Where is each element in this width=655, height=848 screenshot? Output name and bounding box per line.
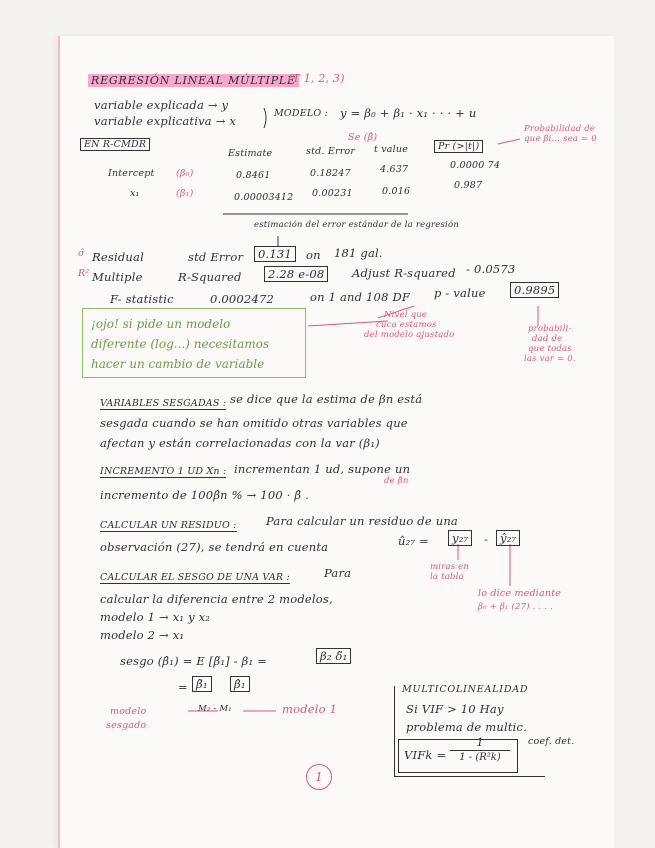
- row-x1-std-error: 0.00231: [312, 188, 353, 199]
- residual-note-fit-2: β₀ + β₁ (27) . . . .: [478, 602, 553, 612]
- biased-model-label-2: sesgado: [106, 720, 147, 731]
- model-equation: y = β₀ + β₁ · x₁ · · · + u: [340, 106, 477, 120]
- vif-numerator: 1: [476, 736, 484, 749]
- residual-note: estimación del error estándar de la regresión: [254, 220, 459, 230]
- aicc-note-1: Nivel que: [384, 310, 428, 320]
- biased-vars-line-3: afectan y están correlacionadas con la var (β₁): [100, 436, 380, 450]
- bias-model-1: modelo 1 → x₁ y x₂: [100, 610, 211, 624]
- bias-model-difference: M₂ - M₁: [198, 704, 232, 714]
- residual-equation: û₂₇ =: [398, 534, 429, 548]
- row-intercept-std-error: 0.18247: [310, 168, 351, 179]
- header-t-value: t value: [374, 144, 409, 155]
- multicollinearity-line-1: Si VIF > 10 Hay: [406, 702, 504, 716]
- prob-note-2: dad de: [532, 334, 563, 344]
- biased-vars-title: VARIABLES SESGADAS :: [100, 398, 227, 409]
- bias-equation: sesgo (β̂₁) = E [β̃₁] - β₁ =: [120, 654, 267, 668]
- increment-title: INCREMENTO 1 UD Xn :: [100, 466, 227, 477]
- bias-title: CALCULAR EL SESGO DE UNA VAR :: [100, 572, 290, 583]
- rcmdr-label: EN R-CMDR: [80, 138, 150, 151]
- residual-mid: std Error: [188, 250, 244, 264]
- prob-note-3: que todas: [528, 344, 572, 354]
- increment-line-1: incrementan 1 ud, supone un: [234, 462, 411, 476]
- header-std-error: std. Error: [306, 146, 356, 157]
- multicollinearity-title: MULTICOLINEALIDAD: [402, 684, 529, 695]
- r2-label: R-Squared: [178, 270, 242, 284]
- residual-note-table-1: miras en: [430, 562, 470, 572]
- residual-note-table-2: la tabla: [430, 572, 464, 582]
- residual-observed: y₂₇: [448, 530, 472, 546]
- prob-note-1: probabili-: [528, 324, 572, 334]
- row-intercept-coef: (β₀): [176, 168, 194, 179]
- residual-calc-line-2: observación (27), se tendrá en cuenta: [100, 540, 329, 554]
- row-intercept-t-value: 4.637: [380, 164, 409, 175]
- row-intercept-name: Intercept: [108, 168, 155, 179]
- note-line-2: diferente (log...) necesitamos: [91, 337, 270, 351]
- bias-equation-2-hat: β̂₁: [230, 676, 250, 692]
- fraction-bar: [450, 750, 510, 751]
- multicollinearity-line-2: problema de multic.: [406, 720, 528, 734]
- sigma-mark: σ̂: [78, 248, 85, 259]
- note-line-3: hacer un cambio de variable: [91, 357, 265, 371]
- header-pr: Pr (>|t|): [434, 140, 483, 153]
- residual-value: 0.131: [254, 246, 296, 262]
- pr-note: Probabilidad de que β̂i... sea = 0: [524, 124, 597, 144]
- explained-variable: variable explicada → y: [94, 98, 229, 112]
- margin-line: [58, 36, 60, 848]
- vif-fraction: [450, 736, 510, 763]
- adj-r2-value: - 0.0573: [466, 262, 516, 276]
- row-x1-name: x₁: [130, 188, 140, 199]
- residual-calc-title: CALCULAR UN RESIDUO :: [100, 520, 237, 531]
- bias-equation-result: β₂ δ̃₁: [316, 648, 351, 664]
- page-title: REGRESIÓN LINEAL MÚLTIPLE: [88, 74, 299, 87]
- residual-note-fit-1: lo dice mediante: [478, 588, 562, 599]
- aicc-note-3: del modelo ajustado: [364, 330, 455, 340]
- bias-equation-2-tilde: β̃₁: [192, 676, 212, 692]
- row-intercept-estimate: 0.8461: [236, 170, 271, 181]
- header-estimate: Estimate: [228, 148, 273, 159]
- bias-equation-2-equals: =: [178, 680, 188, 694]
- page-number: 1: [306, 764, 332, 790]
- multiple-label: Multiple: [92, 270, 143, 284]
- f-df: on 1 and 108 DF: [310, 290, 411, 304]
- row-x1-t-value: 0.016: [382, 186, 411, 197]
- model-label: MODELO :: [274, 108, 328, 119]
- f-statistic-value: 0.0002472: [210, 292, 274, 306]
- prob-note-4: las var = 0.: [524, 354, 576, 364]
- residual-df: 181 gal.: [334, 246, 383, 260]
- residual-label: Residual: [92, 250, 144, 264]
- f-statistic-label: F- statistic: [110, 292, 174, 306]
- biased-model-label-1: modelo: [110, 706, 147, 717]
- residual-on: on: [306, 248, 321, 262]
- se-note: Se (β̂): [348, 132, 378, 143]
- r2-mark: R²: [78, 268, 90, 279]
- p-value-label: p - value: [434, 286, 486, 300]
- r2-value: 2.28 e-08: [264, 266, 328, 282]
- bias-line-2: calcular la diferencia entre 2 modelos,: [100, 592, 333, 606]
- increment-superscript: de β̂n: [384, 476, 409, 486]
- residual-calc-line-1: Para calcular un residuo de una: [266, 514, 458, 528]
- explanatory-variable: variable explicativa → x: [94, 114, 237, 128]
- increment-line-2: incremento de 100β̂n % → 100 · β̂ .: [100, 488, 309, 502]
- residual-minus: -: [484, 532, 489, 546]
- row-x1-estimate: 0.00003412: [234, 192, 294, 203]
- coef-det-note: coef. det.: [528, 736, 575, 747]
- row-x1-coef: (β₁): [176, 188, 194, 199]
- biased-vars-line-2: sesgada cuando se han omitido otras variables que: [100, 416, 408, 430]
- adj-r2-label: Adjust R-squared: [352, 266, 456, 280]
- vif-denominator: 1 - (R²k): [459, 752, 501, 763]
- p-value: 0.9895: [510, 282, 559, 298]
- residual-fitted: ŷ₂₇: [496, 530, 520, 546]
- row-intercept-pr: 0.0000 74: [450, 160, 501, 171]
- note-line-1: ¡ojo! si pide un modelo: [91, 317, 231, 331]
- model-1-label: modelo 1: [282, 702, 338, 716]
- vif-label: VIFk =: [404, 748, 447, 762]
- notebook-page: [58, 36, 614, 848]
- aicc-note-2: cuca estamos: [376, 320, 437, 330]
- topic-tag: (T 1, 2, 3): [288, 72, 345, 85]
- bias-line-1: Para: [324, 566, 352, 580]
- log-model-note: [82, 308, 306, 378]
- row-x1-pr: 0.987: [454, 180, 483, 191]
- biased-vars-line-1: se dice que la estima de βn está: [230, 392, 423, 406]
- bias-model-2: modelo 2 → x₁: [100, 628, 185, 642]
